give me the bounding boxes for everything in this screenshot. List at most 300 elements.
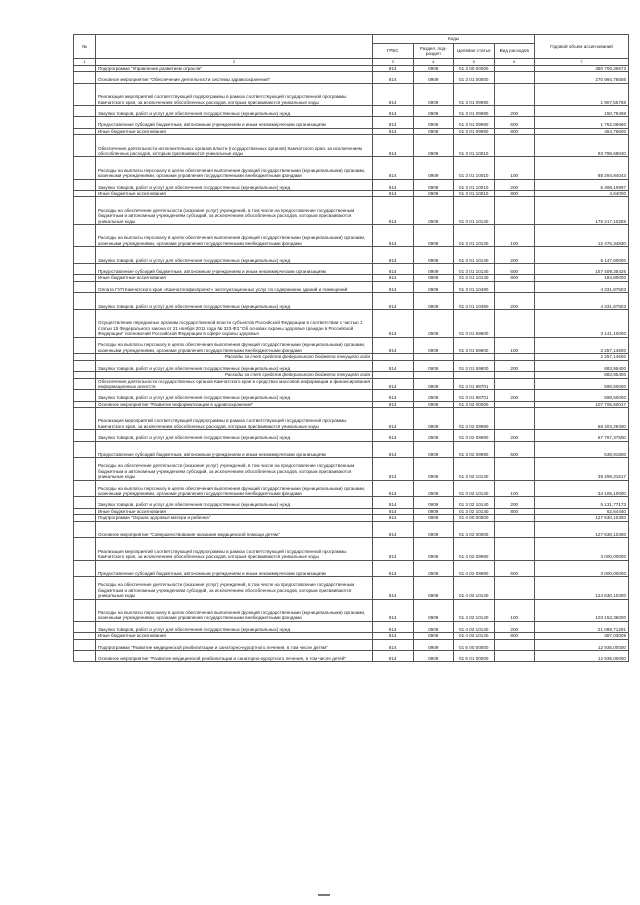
row-name-cell: Основное мероприятие "Совершенствование оказания медицинской помощи детям" [96,521,373,538]
row-number-cell [74,378,96,390]
row-razdel-cell: 0909 [413,515,454,521]
table-row [74,247,629,264]
col-index: 6 [494,59,535,66]
row-razdel-cell: 0909 [413,117,454,128]
row-target-article-cell: 01 3 01 10490 [454,281,495,292]
row-amount-cell: 157 409,35425 [535,263,629,274]
row-grbs-cell: 814 [373,190,414,196]
table-row [74,639,629,650]
row-grbs-cell: 814 [373,83,414,105]
row-grbs-cell: 814 [373,135,414,157]
row-expense-type-cell [494,83,535,105]
row-amount-cell: 67 767,37500 [535,430,629,441]
table-row [74,293,629,310]
row-grbs-cell: 814 [373,117,414,128]
row-name-cell: Иные бюджетные ассигнования [96,128,373,134]
row-name-cell: Расходы на обеспечение деятельности (оказание услуг) учреждений, в том числе на предоставление государственным бюджетным и автономным учреждениям субсидий, за исключением обособленных расходов, которым присваиваются уникальные коды [96,197,373,225]
table-row [74,179,629,190]
row-target-article-cell: 01 5 01 00000 [454,651,495,662]
row-razdel-cell: 0909 [413,480,454,497]
row-expense-type-cell: 600 [494,263,535,274]
row-grbs-cell: 814 [373,179,414,190]
row-amount-cell: 387,03009 [535,633,629,639]
row-amount-cell: 4,64000 [535,190,629,196]
row-razdel-cell: 0909 [413,621,454,632]
row-expense-type-cell [494,309,535,337]
row-expense-type-cell [494,651,535,662]
row-target-article-cell: 01 3 00 00000 [454,66,495,72]
row-razdel-cell: 0909 [413,577,454,599]
row-razdel-cell: 0909 [413,190,454,196]
table-row [74,430,629,441]
table-row [74,197,629,225]
row-number-cell [74,599,96,621]
row-name-cell: Закупка товаров, работ и услуг для обеспечения государственных (муниципальных) нужд [96,430,373,441]
row-expense-type-cell: 800 [494,508,535,514]
table-row [74,378,629,390]
row-amount-cell: 598,50000 [535,378,629,390]
row-amount-cell: 107 705,60017 [535,401,629,407]
row-target-article-cell: 01 4 02 10140 [454,577,495,599]
row-number-cell [74,197,96,225]
row-target-article-cell: 01 3 01 09990 [454,105,495,116]
row-razdel-cell: 0909 [413,337,454,354]
row-target-article-cell: 01 4 02 09990 [454,538,495,560]
row-target-article-cell: 01 4 02 10140 [454,621,495,632]
table-row [74,135,629,157]
row-target-article-cell: 01 3 01 98701 [454,390,495,401]
row-target-article-cell: 01 4 00 00000 [454,515,495,521]
table-row [74,577,629,599]
col-amount-header: Годовой объем ассигнований [535,35,629,59]
row-target-article-cell: 01 3 01 10140 [454,247,495,264]
row-name-cell: Расходы на выплаты персоналу в целях обеспечения выполнения функций государственными (муниципальными) органами, казенными учреждениями, органами управления государственными внебюджетными фондами [96,337,373,354]
row-grbs-cell: 814 [373,197,414,225]
row-name-cell: Предоставление субсидий бюджетным, автономным учреждениям и иным некоммерческим организациям [96,560,373,577]
row-grbs-cell: 814 [373,337,414,354]
row-target-article-cell: 01 3 02 09990 [454,408,495,430]
row-grbs-cell: 814 [373,105,414,116]
row-grbs-cell: 814 [373,633,414,639]
row-target-article-cell: 01 3 01 10490 [454,293,495,310]
row-name-cell: Расходы на обеспечение деятельности (оказание услуг) учреждений, в том числе на предоставление государственным бюджетным и автономным учреждениям субсидий, за исключением обособленных расходов, которым присваиваются уникальные коды [96,458,373,480]
row-name-cell: Оплата ГУП Камчатского края «Камчатгеофизпроект» эксплуатационных услуг по содержанию зданий и помещений [96,281,373,292]
row-amount-cell: 883,95400 [535,372,629,378]
row-expense-type-cell: 800 [494,633,535,639]
table-row [74,105,629,116]
row-name-cell: Расходы за счет средств федерального бюджета текущего года [96,354,373,360]
row-target-article-cell: 01 3 01 10140 [454,197,495,225]
col-index: 4 [413,59,454,66]
row-expense-type-cell [494,639,535,650]
row-razdel-cell: 0909 [413,83,454,105]
row-name-cell: Основное мероприятие "Обеспечение деятельности системы здравоохранения" [96,72,373,83]
row-amount-cell: 68 403,28300 [535,408,629,430]
row-razdel-cell: 0909 [413,639,454,650]
row-name-cell: Расходы на обеспечение деятельности (оказание услуг) учреждений, в том числе на предоставление государственным бюджетным и автономным учреждениям субсидий, за исключением обособленных расходов, которым присваиваются уникальные коды [96,577,373,599]
row-grbs-cell: 814 [373,281,414,292]
row-number-cell [74,247,96,264]
row-expense-type-cell [494,378,535,390]
row-expense-type-cell [494,538,535,560]
row-target-article-cell: 01 3 02 09990 [454,441,495,458]
row-number-cell [74,577,96,599]
row-number-cell [74,281,96,292]
row-grbs-cell: 814 [373,309,414,337]
row-target-article-cell: 01 4 02 10140 [454,599,495,621]
row-amount-cell: 12 475,34830 [535,224,629,246]
table-row [74,408,629,430]
row-target-article-cell: 01 3 01 10010 [454,157,495,179]
row-number-cell [74,293,96,310]
budget-table [73,34,629,662]
col-target-article-header: Целевая статья [454,44,495,59]
row-number-cell [74,441,96,458]
row-name-cell: Закупка товаров, работ и услуг для обеспечения государственных (муниципальных) нужд [96,390,373,401]
row-amount-cell: 39 299,31617 [535,458,629,480]
row-target-article-cell: 01 3 02 00000 [454,401,495,407]
row-razdel-cell: 0909 [413,360,454,371]
row-target-article-cell: 01 3 01 10140 [454,275,495,281]
row-amount-cell: 883,95400 [535,360,629,371]
row-razdel-cell: 0909 [413,599,454,621]
row-name-cell: Обеспечение деятельности исполнительных органов власти (государственных органов) Камчатского края, за исключением обособленных расходов, которым присваиваются уникальные коды [96,135,373,157]
row-number-cell [74,430,96,441]
row-amount-cell: 93 798,69040 [535,135,629,157]
table-row [74,337,629,354]
col-index: 2 [96,59,373,66]
row-razdel-cell: 0909 [413,179,454,190]
row-amount-cell: 3 000,00000 [535,560,629,577]
row-number-cell [74,309,96,337]
row-name-cell: Расходы на выплаты персоналу в целях обеспечения выполнения функций государственными (муниципальными) органами, казенными учреждениями, органами управления государственными внебюджетными фондами [96,480,373,497]
row-number-cell [74,458,96,480]
row-name-cell: Расходы за счет средств федерального бюджета текущего года [96,372,373,378]
row-razdel-cell: 0909 [413,72,454,83]
row-razdel-cell: 0909 [413,281,454,292]
row-razdel-cell: 0909 [413,66,454,72]
row-name-cell: Закупка товаров, работ и услуг для обеспечения государственных (муниципальных) нужд [96,293,373,310]
row-razdel-cell: 0909 [413,441,454,458]
row-grbs-cell: 814 [373,497,414,508]
row-razdel-cell: 0909 [413,538,454,560]
row-expense-type-cell: 600 [494,560,535,577]
row-number-cell [74,560,96,577]
row-amount-cell: 598,50000 [535,390,629,401]
table-row [74,480,629,497]
row-number-cell [74,621,96,632]
row-amount-cell: 639,91800 [535,441,629,458]
row-name-cell: Закупка товаров, работ и услуг для обеспечения государственных (муниципальных) нужд [96,179,373,190]
row-number-cell [74,639,96,650]
row-grbs-cell: 814 [373,577,414,599]
row-amount-cell: 3 141,10000 [535,309,629,337]
row-grbs-cell: 814 [373,621,414,632]
row-grbs-cell: 814 [373,72,414,83]
row-target-article-cell: 01 3 02 10140 [454,508,495,514]
row-grbs-cell: 814 [373,521,414,538]
col-name-header [96,35,373,59]
row-expense-type-cell: 200 [494,247,535,264]
row-grbs-cell: 814 [373,639,414,650]
row-amount-cell: 12 935,00000 [535,639,629,650]
row-expense-type-cell [494,458,535,480]
row-name-cell: Закупка товаров, работ и услуг для обеспечения государственных (муниципальных) нужд [96,621,373,632]
row-grbs-cell: 814 [373,293,414,310]
table-row [74,458,629,480]
row-name-cell: Закупка товаров, работ и услуг для обеспечения государственных (муниципальных) нужд [96,105,373,116]
row-number-cell [74,521,96,538]
table-row [74,560,629,577]
row-razdel-cell: 0909 [413,128,454,134]
table-row [74,117,629,128]
row-amount-cell: 4 331,87503 [535,293,629,310]
row-name-cell: Предоставление субсидий бюджетным, автономным учреждениям и иным некоммерческим организациям [96,441,373,458]
row-expense-type-cell: 100 [494,337,535,354]
row-expense-type-cell: 200 [494,430,535,441]
row-grbs-cell: 814 [373,508,414,514]
row-amount-cell: 5 499,10997 [535,179,629,190]
row-name-cell: Закупка товаров, работ и услуг для обеспечения государственных (муниципальных) нужд [96,497,373,508]
row-amount-cell: 62,64440 [535,508,629,514]
row-amount-cell: 1 907,55758 [535,83,629,105]
row-razdel-cell: 0909 [413,263,454,274]
row-target-article-cell: 01 4 02 09990 [454,560,495,577]
row-name-cell: Реализация мероприятий соответствующей подпрограммы в рамках соответствующей государственной программы Камчатского края, за исключением обособленных расходов, которым присваиваются уникальные коды [96,538,373,560]
row-amount-cell: 12 935,00000 [535,651,629,662]
table-row [74,390,629,401]
row-razdel-cell: 0909 [413,378,454,390]
row-amount-cell: 3 000,00000 [535,538,629,560]
row-target-article-cell: 01 3 02 09990 [454,430,495,441]
row-grbs-cell: 814 [373,360,414,371]
col-index: 7 [535,59,629,66]
row-target-article-cell: 01 3 02 10140 [454,458,495,480]
row-grbs-cell: 814 [373,224,414,246]
row-target-article-cell: 01 3 01 10010 [454,179,495,190]
col-grbs-header: ГРБС [373,44,414,59]
table-row [74,157,629,179]
row-name-cell: Подпрограмма "Развитие медицинской реабилитации и санаторно-курортного лечения, в том числе детям" [96,639,373,650]
row-name-cell: Предоставление субсидий бюджетным, автономным учреждениям и иным некоммерческим организациям [96,117,373,128]
row-amount-cell: 34 105,10000 [535,480,629,497]
row-grbs-cell: 814 [373,599,414,621]
col-number-header: № [74,35,96,59]
row-razdel-cell: 0909 [413,408,454,430]
row-razdel-cell: 0909 [413,401,454,407]
table-row [74,72,629,83]
row-expense-type-cell: 100 [494,224,535,246]
row-number-cell [74,72,96,83]
row-number-cell [74,497,96,508]
row-target-article-cell: 01 4 02 10140 [454,633,495,639]
row-number-cell [74,538,96,560]
row-amount-cell: 380 700,36573 [535,66,629,72]
row-razdel-cell: 0909 [413,293,454,310]
table-row [74,360,629,371]
row-grbs-cell: 814 [373,128,414,134]
row-target-article-cell: 01 3 01 10140 [454,224,495,246]
row-number-cell [74,390,96,401]
row-expense-type-cell: 100 [494,480,535,497]
row-grbs-cell: 814 [373,401,414,407]
row-amount-cell: 127 630,10300 [535,521,629,538]
row-expense-type-cell: 200 [494,179,535,190]
table-row [74,281,629,292]
row-number-cell [74,135,96,157]
row-grbs-cell: 814 [373,263,414,274]
row-razdel-cell: 0909 [413,275,454,281]
row-grbs-cell: 814 [373,157,414,179]
row-razdel-cell: 0909 [413,430,454,441]
row-target-article-cell: 01 3 01 10140 [454,263,495,274]
row-name-cell: Расходы на выплаты персоналу в целях обеспечения выполнения функций государственными (муниципальными) органами, казенными учреждениями, органами управления государственными внебюджетными фондами [96,599,373,621]
row-name-cell: Осуществление переданных органам государственной власти субъектов Российской Федерации в соответствии с частью 1 статьи 15 Федерального закона от 21 ноября 2011 года № 323-ФЗ "Об основах охраны здоровья граждан в Российской Федерации" полномочий Российской Федерации в сфере охраны здоровья [96,309,373,337]
row-amount-cell: 5 131,77173 [535,497,629,508]
row-name-cell: Основное мероприятие "Развитие информатизации в здравоохранении" [96,401,373,407]
row-number-cell [74,480,96,497]
row-target-article-cell: 01 3 01 09990 [454,117,495,128]
row-amount-cell: 2 257,14600 [535,337,629,354]
row-expense-type-cell [494,197,535,225]
row-expense-type-cell: 200 [494,497,535,508]
row-amount-cell: 184,80000 [535,275,629,281]
row-razdel-cell: 0909 [413,197,454,225]
row-expense-type-cell: 600 [494,117,535,128]
row-amount-cell: 364,76600 [535,128,629,134]
row-grbs-cell: 814 [373,560,414,577]
row-grbs-cell: 814 [373,441,414,458]
row-razdel-cell: 0909 [413,157,454,179]
row-name-cell: Основное мероприятие "Развитие медицинской реабилитации и санаторно-курортного лечения, в том числе детей" [96,651,373,662]
row-expense-type-cell: 200 [494,621,535,632]
row-name-cell: Иные бюджетные ассигнования [96,508,373,514]
row-name-cell: Обеспечение деятельности государственных органов Камчатского края в средствах массовой информации и финансирования информационных агентств [96,378,373,390]
row-target-article-cell: 01 5 00 00000 [454,639,495,650]
row-target-article-cell: 01 3 01 09990 [454,128,495,134]
row-number-cell [74,408,96,430]
table-row [74,538,629,560]
row-amount-cell: 103 153,36000 [535,599,629,621]
table-row [74,83,629,105]
table-row [74,441,629,458]
row-razdel-cell: 0909 [413,247,454,264]
row-razdel-cell: 0909 [413,633,454,639]
row-razdel-cell: 0909 [413,135,454,157]
table-row [74,521,629,538]
row-razdel-cell: 0909 [413,224,454,246]
row-number-cell [74,157,96,179]
row-expense-type-cell: 800 [494,128,535,134]
row-grbs-cell: 814 [373,247,414,264]
table-row [74,621,629,632]
row-amount-cell: 1 752,06660 [535,117,629,128]
row-razdel-cell: 0909 [413,309,454,337]
row-number-cell [74,224,96,246]
row-grbs-cell: 814 [373,515,414,521]
row-target-article-cell: 01 3 01 59800 [454,337,495,354]
codes-group-header: Коды [373,35,535,44]
row-number-cell [74,105,96,116]
row-amount-cell: 2 257,14600 [535,354,629,360]
row-expense-type-cell: 200 [494,360,535,371]
row-name-cell: Подпрограмма "Управление развитием отрасли" [96,66,373,72]
row-grbs-cell: 814 [373,378,414,390]
row-grbs-cell: 814 [373,651,414,662]
row-name-cell: Предоставление субсидий бюджетным, автономным учреждениям и иным некоммерческим организациям [96,263,373,274]
row-name-cell: Закупка товаров, работ и услуг для обеспечения государственных (муниципальных) нужд [96,247,373,264]
row-razdel-cell: 0909 [413,508,454,514]
row-expense-type-cell [494,135,535,157]
row-name-cell: Иные бюджетные ассигнования [96,190,373,196]
row-number-cell [74,360,96,371]
row-target-article-cell: 01 3 01 98701 [454,378,495,390]
col-index: 5 [454,59,495,66]
row-amount-cell: 270 994,76556 [535,72,629,83]
row-number-cell [74,179,96,190]
row-name-cell: Расходы на выплаты персоналу в целях обеспечения выполнения функций государственными (муниципальными) органами, казенными учреждениями, органами управления государственными внебюджетными фондами [96,157,373,179]
row-number-cell [74,83,96,105]
row-grbs-cell: 814 [373,430,414,441]
row-name-cell: Иные бюджетные ассигнования [96,275,373,281]
row-expense-type-cell: 200 [494,105,535,116]
row-grbs-cell: 814 [373,275,414,281]
row-expense-type-cell [494,521,535,538]
row-razdel-cell: 0909 [413,560,454,577]
row-expense-type-cell: 800 [494,275,535,281]
row-razdel-cell: 0909 [413,521,454,538]
col-index: 1 [74,59,96,66]
table-row [74,599,629,621]
row-target-article-cell: 01 3 01 00000 [454,72,495,83]
row-expense-type-cell: 200 [494,390,535,401]
row-expense-type-cell: 800 [494,190,535,196]
row-target-article-cell: 01 3 02 10140 [454,480,495,497]
row-grbs-cell: 814 [373,408,414,430]
row-razdel-cell: 0909 [413,497,454,508]
row-grbs-cell: 814 [373,480,414,497]
row-name-cell: Подпрограмма "Охрана здоровья матери и ребенка" [96,515,373,521]
row-number-cell [74,337,96,354]
col-index: 3 [373,59,414,66]
row-amount-cell: 124 630,10300 [535,577,629,599]
row-amount-cell: 88 294,94043 [535,157,629,179]
row-amount-cell: 5 147,60000 [535,247,629,264]
row-target-article-cell: 01 3 01 10010 [454,190,495,196]
row-razdel-cell: 0909 [413,651,454,662]
row-target-article-cell: 01 3 01 59800 [454,309,495,337]
row-expense-type-cell: 100 [494,157,535,179]
row-amount-cell: 175 217,10255 [535,197,629,225]
row-name-cell: Реализация мероприятий соответствующей подпрограммы в рамках соответствующей государственной программы Камчатского края, за исключением обособленных расходов, которым присваиваются уникальные коды [96,83,373,105]
row-grbs-cell: 814 [373,458,414,480]
row-target-article-cell: 01 3 01 10010 [454,135,495,157]
row-amount-cell: 127 630,10300 [535,515,629,521]
row-grbs-cell: 814 [373,538,414,560]
row-expense-type-cell [494,72,535,83]
row-number-cell [74,651,96,662]
row-amount-cell: 21 089,71291 [535,621,629,632]
row-name-cell: Иные бюджетные ассигнования [96,633,373,639]
row-target-article-cell: 01 3 02 10140 [454,497,495,508]
row-razdel-cell: 0909 [413,390,454,401]
row-expense-type-cell [494,281,535,292]
row-razdel-cell: 0909 [413,105,454,116]
row-expense-type-cell: 100 [494,599,535,621]
row-amount-cell: 4 331,87503 [535,281,629,292]
row-name-cell: Реализация мероприятий соответствующей подпрограммы в рамках соответствующей государственной программы Камчатского края, за исключением обособленных расходов, которым присваиваются уникальные коды [96,408,373,430]
table-body [74,66,629,662]
